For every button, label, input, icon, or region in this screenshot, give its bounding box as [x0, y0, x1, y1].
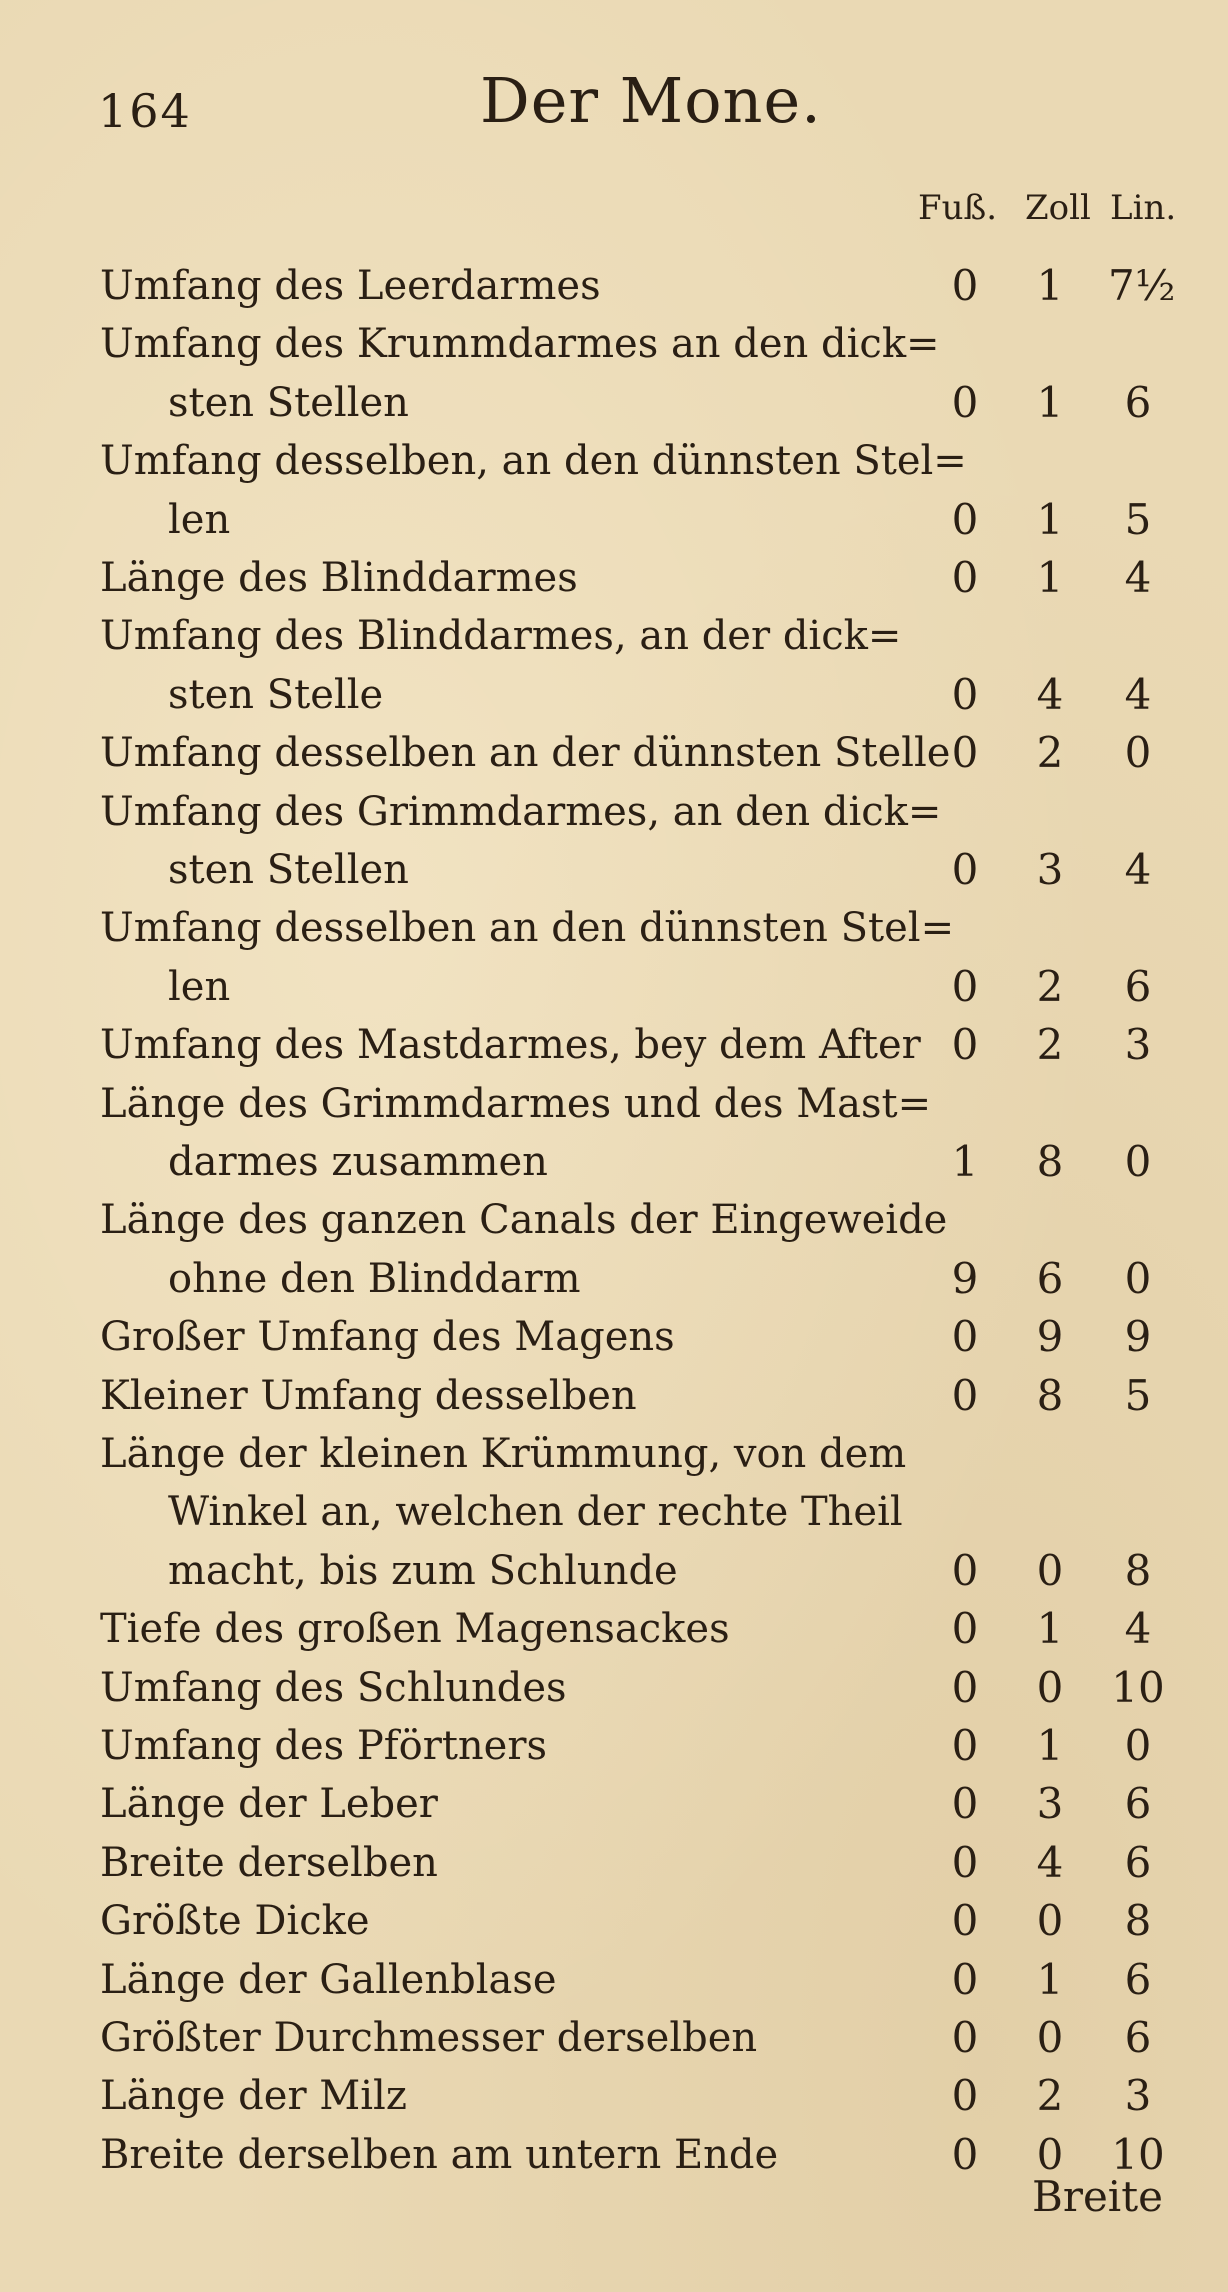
table-row-line [0, 1134, 1228, 1190]
value-lin: 6 [1124, 1779, 1152, 1829]
value-lin: 9 [1124, 1312, 1152, 1362]
value-zoll: 1 [1036, 1604, 1064, 1654]
value-lin: 5 [1124, 1370, 1152, 1420]
row-label: Winkel an, welchen der rechte Theil [168, 1489, 903, 1536]
value-zoll: 8 [1036, 1137, 1064, 1186]
value-fuss: 0 [951, 1370, 979, 1420]
value-zoll: 0 [1036, 1896, 1064, 1946]
row-label: Umfang des Grimmdarmes, an den dick= [100, 788, 942, 835]
value-lin: 4 [1124, 1604, 1152, 1654]
table-row-line [0, 1309, 1228, 1365]
value-zoll: 0 [1036, 2013, 1064, 2062]
row-label: Breite derselben am untern Ende [100, 2131, 779, 2178]
value-zoll: 1 [1036, 494, 1064, 544]
row-label: Länge des Grimmdarmes und des Mast= [100, 1080, 932, 1127]
table-row-line [0, 1660, 1228, 1716]
value-fuss: 0 [951, 669, 979, 719]
row-label: Umfang desselben an der dünnsten Stelle [100, 730, 951, 777]
table-row-line [0, 1601, 1228, 1657]
value-zoll: 3 [1036, 845, 1064, 894]
value-fuss: 0 [951, 1779, 979, 1829]
catchword: Breite [1032, 2172, 1163, 2221]
column-header-zoll: Zoll [1025, 188, 1091, 228]
table-row-line [0, 375, 1228, 431]
value-lin: 6 [1124, 1837, 1152, 1887]
row-label: Umfang des Leerdarmes [100, 263, 601, 309]
value-fuss: 0 [951, 377, 979, 427]
value-lin: 0 [1124, 1137, 1152, 1186]
table-row-line [0, 842, 1228, 898]
table-row-line [0, 1426, 1228, 1482]
row-label: darmes zusammen [168, 1139, 548, 1185]
row-label: Länge des ganzen Canals der Eingeweide [100, 1197, 948, 1244]
table-row-line [0, 1543, 1228, 1599]
row-label: ohne den Blinddarm [168, 1255, 581, 1302]
value-zoll: 8 [1036, 1370, 1064, 1420]
value-fuss: 0 [951, 2013, 979, 2062]
row-label: Tiefe des großen Magensackes [100, 1606, 730, 1653]
row-label: Umfang des Blinddarmes, an der dick= [100, 613, 902, 660]
row-label: Großer Umfang des Magens [100, 1314, 675, 1361]
value-zoll: 0 [1036, 2129, 1064, 2179]
table-row-line [0, 258, 1228, 314]
table-row-line [0, 550, 1228, 606]
table-row-line [0, 1835, 1228, 1891]
table-row-line [0, 316, 1228, 372]
table-row-line [0, 492, 1228, 548]
row-label: Länge der Leber [100, 1781, 438, 1828]
value-zoll: 2 [1036, 961, 1064, 1011]
value-lin: 4 [1124, 669, 1152, 719]
value-zoll: 4 [1036, 669, 1064, 719]
value-lin: 0 [1124, 1253, 1152, 1303]
value-fuss: 0 [951, 1312, 979, 1362]
table-row-line [0, 1952, 1228, 2008]
value-zoll: 9 [1036, 1312, 1064, 1362]
value-zoll: 1 [1036, 1954, 1064, 2004]
table-row-line [0, 1368, 1228, 1424]
value-fuss: 9 [951, 1253, 979, 1303]
row-label: Größter Durchmesser derselben [100, 2015, 758, 2061]
table-row-line [0, 667, 1228, 723]
column-header-fuss: Fuß. [918, 188, 998, 228]
value-zoll: 1 [1036, 377, 1064, 427]
row-label: len [168, 963, 231, 1010]
page-number: 164 [98, 84, 192, 138]
value-fuss: 0 [951, 1837, 979, 1887]
row-label: Länge der kleinen Krümmung, von dem [100, 1431, 907, 1477]
value-fuss: 0 [951, 261, 979, 310]
value-fuss: 0 [951, 1721, 979, 1770]
row-label: sten Stellen [168, 379, 409, 426]
value-lin: 6 [1124, 377, 1152, 427]
value-lin: 6 [1124, 961, 1152, 1011]
row-label: Breite derselben [100, 1839, 438, 1886]
row-label: Umfang des Mastdarmes, bey dem After [100, 1022, 921, 1069]
value-fuss: 0 [951, 1662, 979, 1712]
table-row-line [0, 1776, 1228, 1832]
row-label: Umfang des Schlundes [100, 1664, 567, 1711]
value-fuss: 0 [951, 845, 979, 894]
table-row-line [0, 1718, 1228, 1774]
value-zoll: 0 [1036, 1545, 1064, 1595]
value-zoll: 1 [1036, 261, 1064, 310]
value-lin: 0 [1124, 728, 1152, 778]
value-fuss: 0 [951, 1020, 979, 1070]
row-label: Umfang desselben, an den dünnsten Stel= [100, 438, 967, 485]
value-lin: 0 [1124, 1721, 1152, 1770]
table-row-line [0, 608, 1228, 664]
value-lin: 5 [1124, 494, 1152, 544]
value-fuss: 1 [951, 1137, 979, 1186]
value-fuss: 0 [951, 1545, 979, 1595]
table-row-line [0, 1484, 1228, 1540]
row-label: sten Stellen [168, 847, 409, 893]
value-fuss: 0 [951, 2071, 979, 2121]
value-fuss: 0 [951, 1954, 979, 2004]
value-fuss: 0 [951, 2129, 979, 2179]
table-row-line [0, 1017, 1228, 1073]
value-zoll: 4 [1036, 1837, 1064, 1887]
row-label: Länge der Gallenblase [100, 1956, 557, 2003]
table-row-line [0, 433, 1228, 489]
row-label: macht, bis zum Schlunde [168, 1547, 678, 1594]
table-row-line [0, 725, 1228, 781]
value-zoll: 2 [1036, 1020, 1064, 1070]
row-label: len [168, 496, 231, 543]
row-label: Größte Dicke [100, 1898, 370, 1945]
value-zoll: 2 [1036, 728, 1064, 778]
row-label: Länge der Milz [100, 2073, 407, 2120]
value-lin: 4 [1124, 553, 1152, 602]
table-row-line [0, 784, 1228, 840]
value-zoll: 1 [1036, 553, 1064, 602]
value-lin: 3 [1124, 1020, 1152, 1070]
running-head: Der Mone. [480, 64, 822, 137]
value-fuss: 0 [951, 1896, 979, 1946]
value-zoll: 2 [1036, 2071, 1064, 2121]
table-row-line [0, 959, 1228, 1015]
row-label: sten Stelle [168, 671, 384, 718]
table-row-line [0, 2010, 1228, 2066]
value-fuss: 0 [951, 728, 979, 778]
value-zoll: 1 [1036, 1721, 1064, 1770]
table-row-line [0, 1076, 1228, 1132]
row-label: Kleiner Umfang desselben [100, 1372, 637, 1419]
value-lin: 4 [1124, 845, 1152, 894]
value-lin: 10 [1111, 2129, 1165, 2179]
value-fuss: 0 [951, 961, 979, 1011]
table-row-line [0, 900, 1228, 956]
table-row-line [0, 1251, 1228, 1307]
value-fuss: 0 [951, 553, 979, 602]
value-fuss: 0 [951, 494, 979, 544]
value-lin: 3 [1124, 2071, 1152, 2121]
value-lin: 6 [1124, 2013, 1152, 2062]
value-zoll: 6 [1036, 1253, 1064, 1303]
value-lin: 10 [1111, 1662, 1165, 1712]
row-label: Umfang des Krummdarmes an den dick= [100, 321, 940, 368]
table-row-line [0, 1893, 1228, 1949]
table-row-line [0, 2068, 1228, 2124]
value-lin: 8 [1124, 1896, 1152, 1946]
value-lin: 7½ [1108, 261, 1176, 310]
value-zoll: 0 [1036, 1662, 1064, 1712]
row-label: Länge des Blinddarmes [100, 555, 578, 601]
value-zoll: 3 [1036, 1779, 1064, 1829]
value-fuss: 0 [951, 1604, 979, 1654]
row-label: Umfang des Pförtners [100, 1723, 547, 1769]
row-label: Umfang desselben an den dünnsten Stel= [100, 905, 955, 952]
value-lin: 6 [1124, 1954, 1152, 2004]
table-row-line [0, 1192, 1228, 1248]
column-header-lin: Lin. [1110, 188, 1177, 228]
value-lin: 8 [1124, 1545, 1152, 1595]
